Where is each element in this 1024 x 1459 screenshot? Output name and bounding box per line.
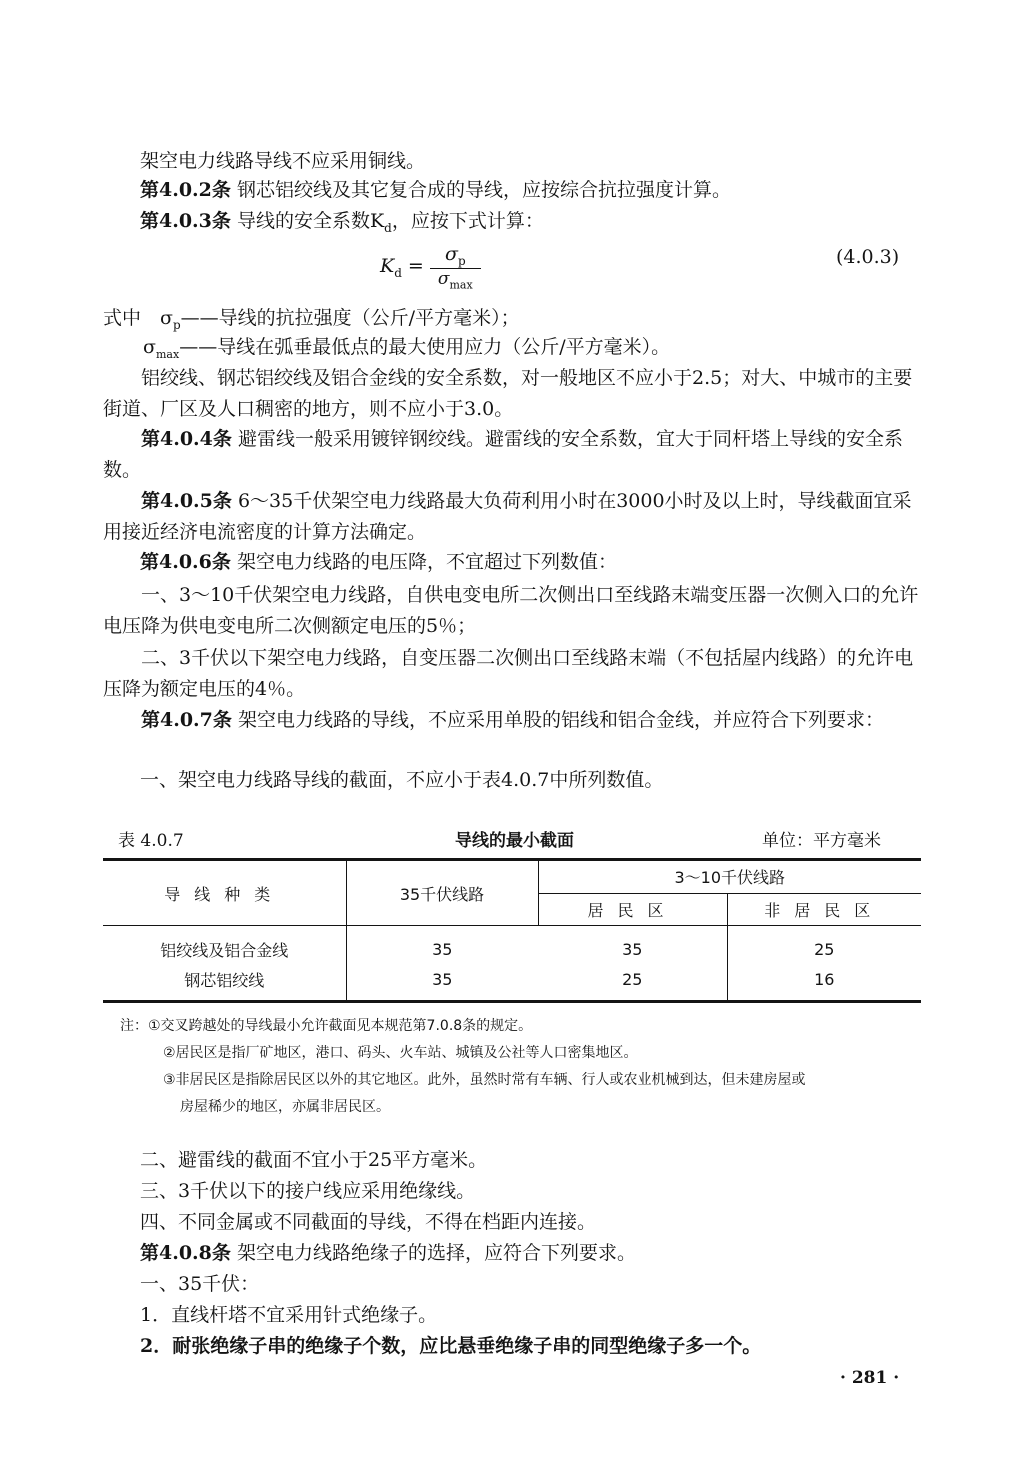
table-label: 表 4.0.7 (118, 831, 184, 851)
article-number: 第4.0.4条 (141, 428, 232, 450)
article-number: 第4.0.6条 (140, 551, 231, 573)
article-4-0-6-item-2: 二、3千伏以下架空电力线路，自变压器二次侧出口至线路末端（不包括屋内线路）的允许电压降为额定电压的4％。 (103, 647, 914, 700)
where-sigma-p: 式中 $\sigma_p——$导线的抗拉强度（公斤/平方毫米）； (103, 307, 520, 332)
table-row (103, 964, 921, 1002)
article-4-0-7-item-2: 二、避雷线的截面不宜小于25平方毫米。 (140, 1149, 488, 1171)
article-number: 第4.0.3条 (140, 210, 231, 232)
safety-factor-paragraph: 铝绞线、钢芯铝绞线及铝合金线的安全系数，对一般地区不应小于2.5；对大、中城市的主要街道、厂区及人口稠密的地方，则不应小于3.0。 (103, 367, 913, 420)
article-4-0-6: 第4.0.6条 架空电力线路的电压降，不宜超过下列数值： (140, 551, 617, 573)
article-4-0-6-item-1: 一、3～10千伏架空电力线路，自供电变电所二次侧出口至线路末端变压器一次侧入口的允许电压降为供电变电所二次侧额定电压的5％； (103, 584, 919, 637)
article-number: 第4.0.2条 (140, 179, 231, 201)
header-non-residential: 非居民区 (727, 893, 921, 925)
header-3-10kv: 3～10千伏线路 (538, 860, 921, 894)
cell-35kv: 35 (346, 926, 538, 965)
table-title: 导线的最小截面 (455, 831, 574, 851)
cell-kind: 钢芯铝绞线 (184, 970, 265, 990)
article-4-0-7-item-3: 三、3千伏以下的接户线应采用绝缘线。 (140, 1180, 476, 1202)
safety-factor-formula: $K_d$ = $\frac{\sigma_p}{\sigma_{max}}$ (380, 243, 481, 291)
article-4-0-8: 第4.0.8条 架空电力线路绝缘子的选择，应符合下列要求。 (140, 1242, 636, 1264)
table-note-2: ②居民区是指厂矿地区，港口、码头、火车站、城镇及公社等人口密集地区。 (163, 1045, 638, 1061)
article-4-0-5: 第4.0.5条 6～35千伏架空电力线路最大负荷利用小时在3000小时及以上时，导线截面宜采用接近经济电流密度的计算方法确定。 (103, 490, 912, 543)
article-4-0-2: 第4.0.2条 钢芯铝绞线及其它复合成的导线，应按综合抗拉强度计算。 (140, 179, 731, 201)
article-4-0-8-item-1: 一、35千伏： (140, 1273, 260, 1295)
table-header-row (103, 860, 921, 894)
formula-fraction: $\frac{\sigma_p}{\sigma_{max}}$ (430, 243, 481, 291)
text-line: 架空电力线路导线不应采用铜线。 (140, 150, 426, 172)
cell-kind: 铝绞线及铝合金线 (160, 940, 289, 960)
table-note-4: 房屋稀少的地区，亦属非居民区。 (180, 1099, 390, 1115)
page-number: · 281 · (840, 1368, 900, 1388)
article-4-0-8-item-1-1: 1．直线杆塔不宜采用针式绝缘子。 (140, 1304, 438, 1326)
cell-residential: 35 (622, 939, 643, 959)
article-4-0-3: 第4.0.3条 导线的安全系数$K_d$，应按下式计算： (140, 210, 544, 235)
header-residential: 居民区 (538, 893, 727, 925)
where-sigma-max: $\sigma_{max}——$导线在弧垂最低点的最大使用应力（公斤/平方毫米）。 (143, 336, 671, 361)
article-4-0-7-item-4: 四、不同金属或不同截面的导线，不得在档距内连接。 (140, 1211, 597, 1233)
header-35kv: 35千伏线路 (346, 860, 538, 926)
table-note-3: ③非居民区是指除居民区以外的其它地区。此外，虽然时常有车辆、行人或农业机械到达，但未建房屋或 (163, 1072, 806, 1088)
header-conductor-kind: 导线种类 (103, 860, 346, 926)
cell-non-residential: 25 (727, 926, 921, 965)
cell-non-residential: 16 (727, 964, 921, 1002)
table-row (103, 926, 921, 965)
article-4-0-7-item-1: 一、架空电力线路导线的截面，不应小于表4.0.7中所列数值。 (140, 769, 664, 791)
article-number: 第4.0.5条 (141, 490, 232, 512)
article-4-0-4: 第4.0.4条 避雷线一般采用镀锌钢绞线。避雷线的安全系数，宜大于同杆塔上导线的安全系数。 (103, 428, 903, 481)
article-4-0-8-item-1-2: 2．耐张绝缘子串的绝缘子个数，应比悬垂绝缘子串的同型绝缘子多一个。 (140, 1335, 762, 1357)
cell-residential: 25 (622, 969, 643, 989)
article-4-0-7: 第4.0.7条 架空电力线路的导线，不应采用单股的铝线和铝合金线，并应符合下列要求： (141, 709, 884, 731)
cell-35kv: 35 (346, 964, 538, 1002)
article-number: 第4.0.7条 (141, 709, 232, 731)
equation-number: (4.0.3) (836, 246, 900, 268)
article-number: 第4.0.8条 (140, 1242, 231, 1264)
min-section-table (103, 858, 921, 1003)
table-unit: 单位：平方毫米 (762, 831, 881, 851)
table-note-1: 注：①交叉跨越处的导线最小允许截面见本规范第7.0.8条的规定。 (120, 1018, 533, 1034)
